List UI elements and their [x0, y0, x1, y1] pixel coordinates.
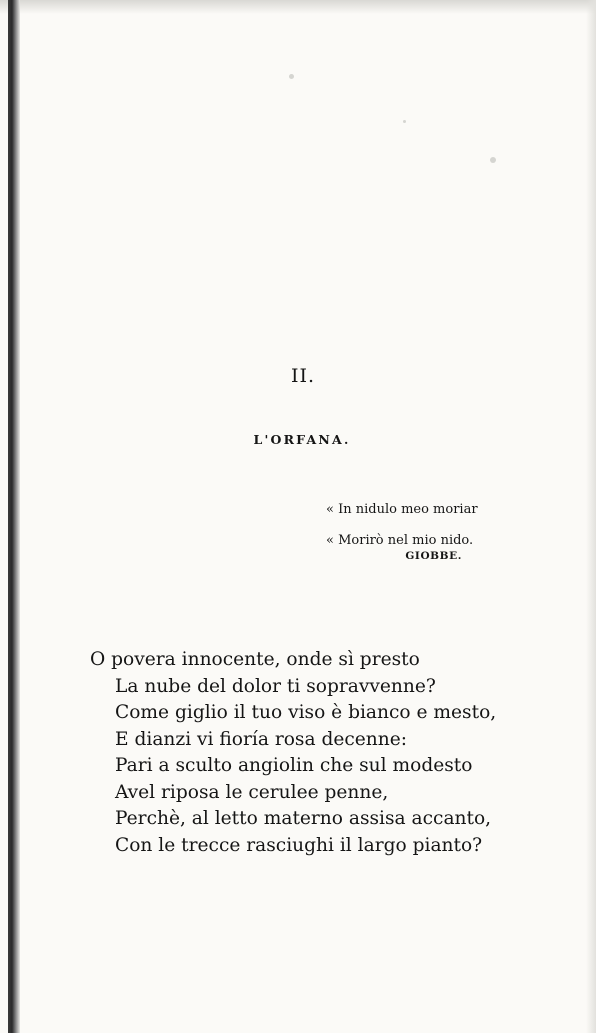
verse-line: Con le trecce rasciughi il largo pianto?: [115, 834, 483, 856]
verse-line: Pari a sculto angiolin che sul modesto: [115, 755, 473, 776]
verse-line: La nube del dolor ti sopravvenne?: [115, 675, 436, 697]
section-number: II.: [290, 365, 316, 387]
epigraph-author: GIOBBE.: [405, 550, 462, 562]
verse-line: Avel riposa le cerulee penne,: [115, 781, 389, 803]
verse-line: E dianzi vi fioría rosa decenne:: [115, 728, 407, 750]
epigraph: [326, 500, 556, 562]
epigraph-line: « Morirò nel mio nido.: [326, 533, 474, 548]
paper-speck: [403, 120, 406, 123]
verse-line: Come giglio il tuo viso è bianco e mesto,: [115, 702, 497, 723]
poem-stanza: [90, 647, 570, 859]
paper-speck: [289, 74, 294, 79]
epigraph-line: « In nidulo meo moriar: [326, 502, 478, 517]
page-top-shadow: [0, 0, 596, 14]
poem-title: L'ORFANA.: [253, 432, 351, 447]
page-right-edge: [586, 0, 596, 1033]
paper-speck: [490, 157, 496, 163]
verse-line: O povera innocente, onde sì presto: [90, 649, 420, 670]
book-binding-edge: [8, 0, 20, 1033]
verse-line: Perchè, al letto materno assisa accanto,: [115, 808, 492, 829]
